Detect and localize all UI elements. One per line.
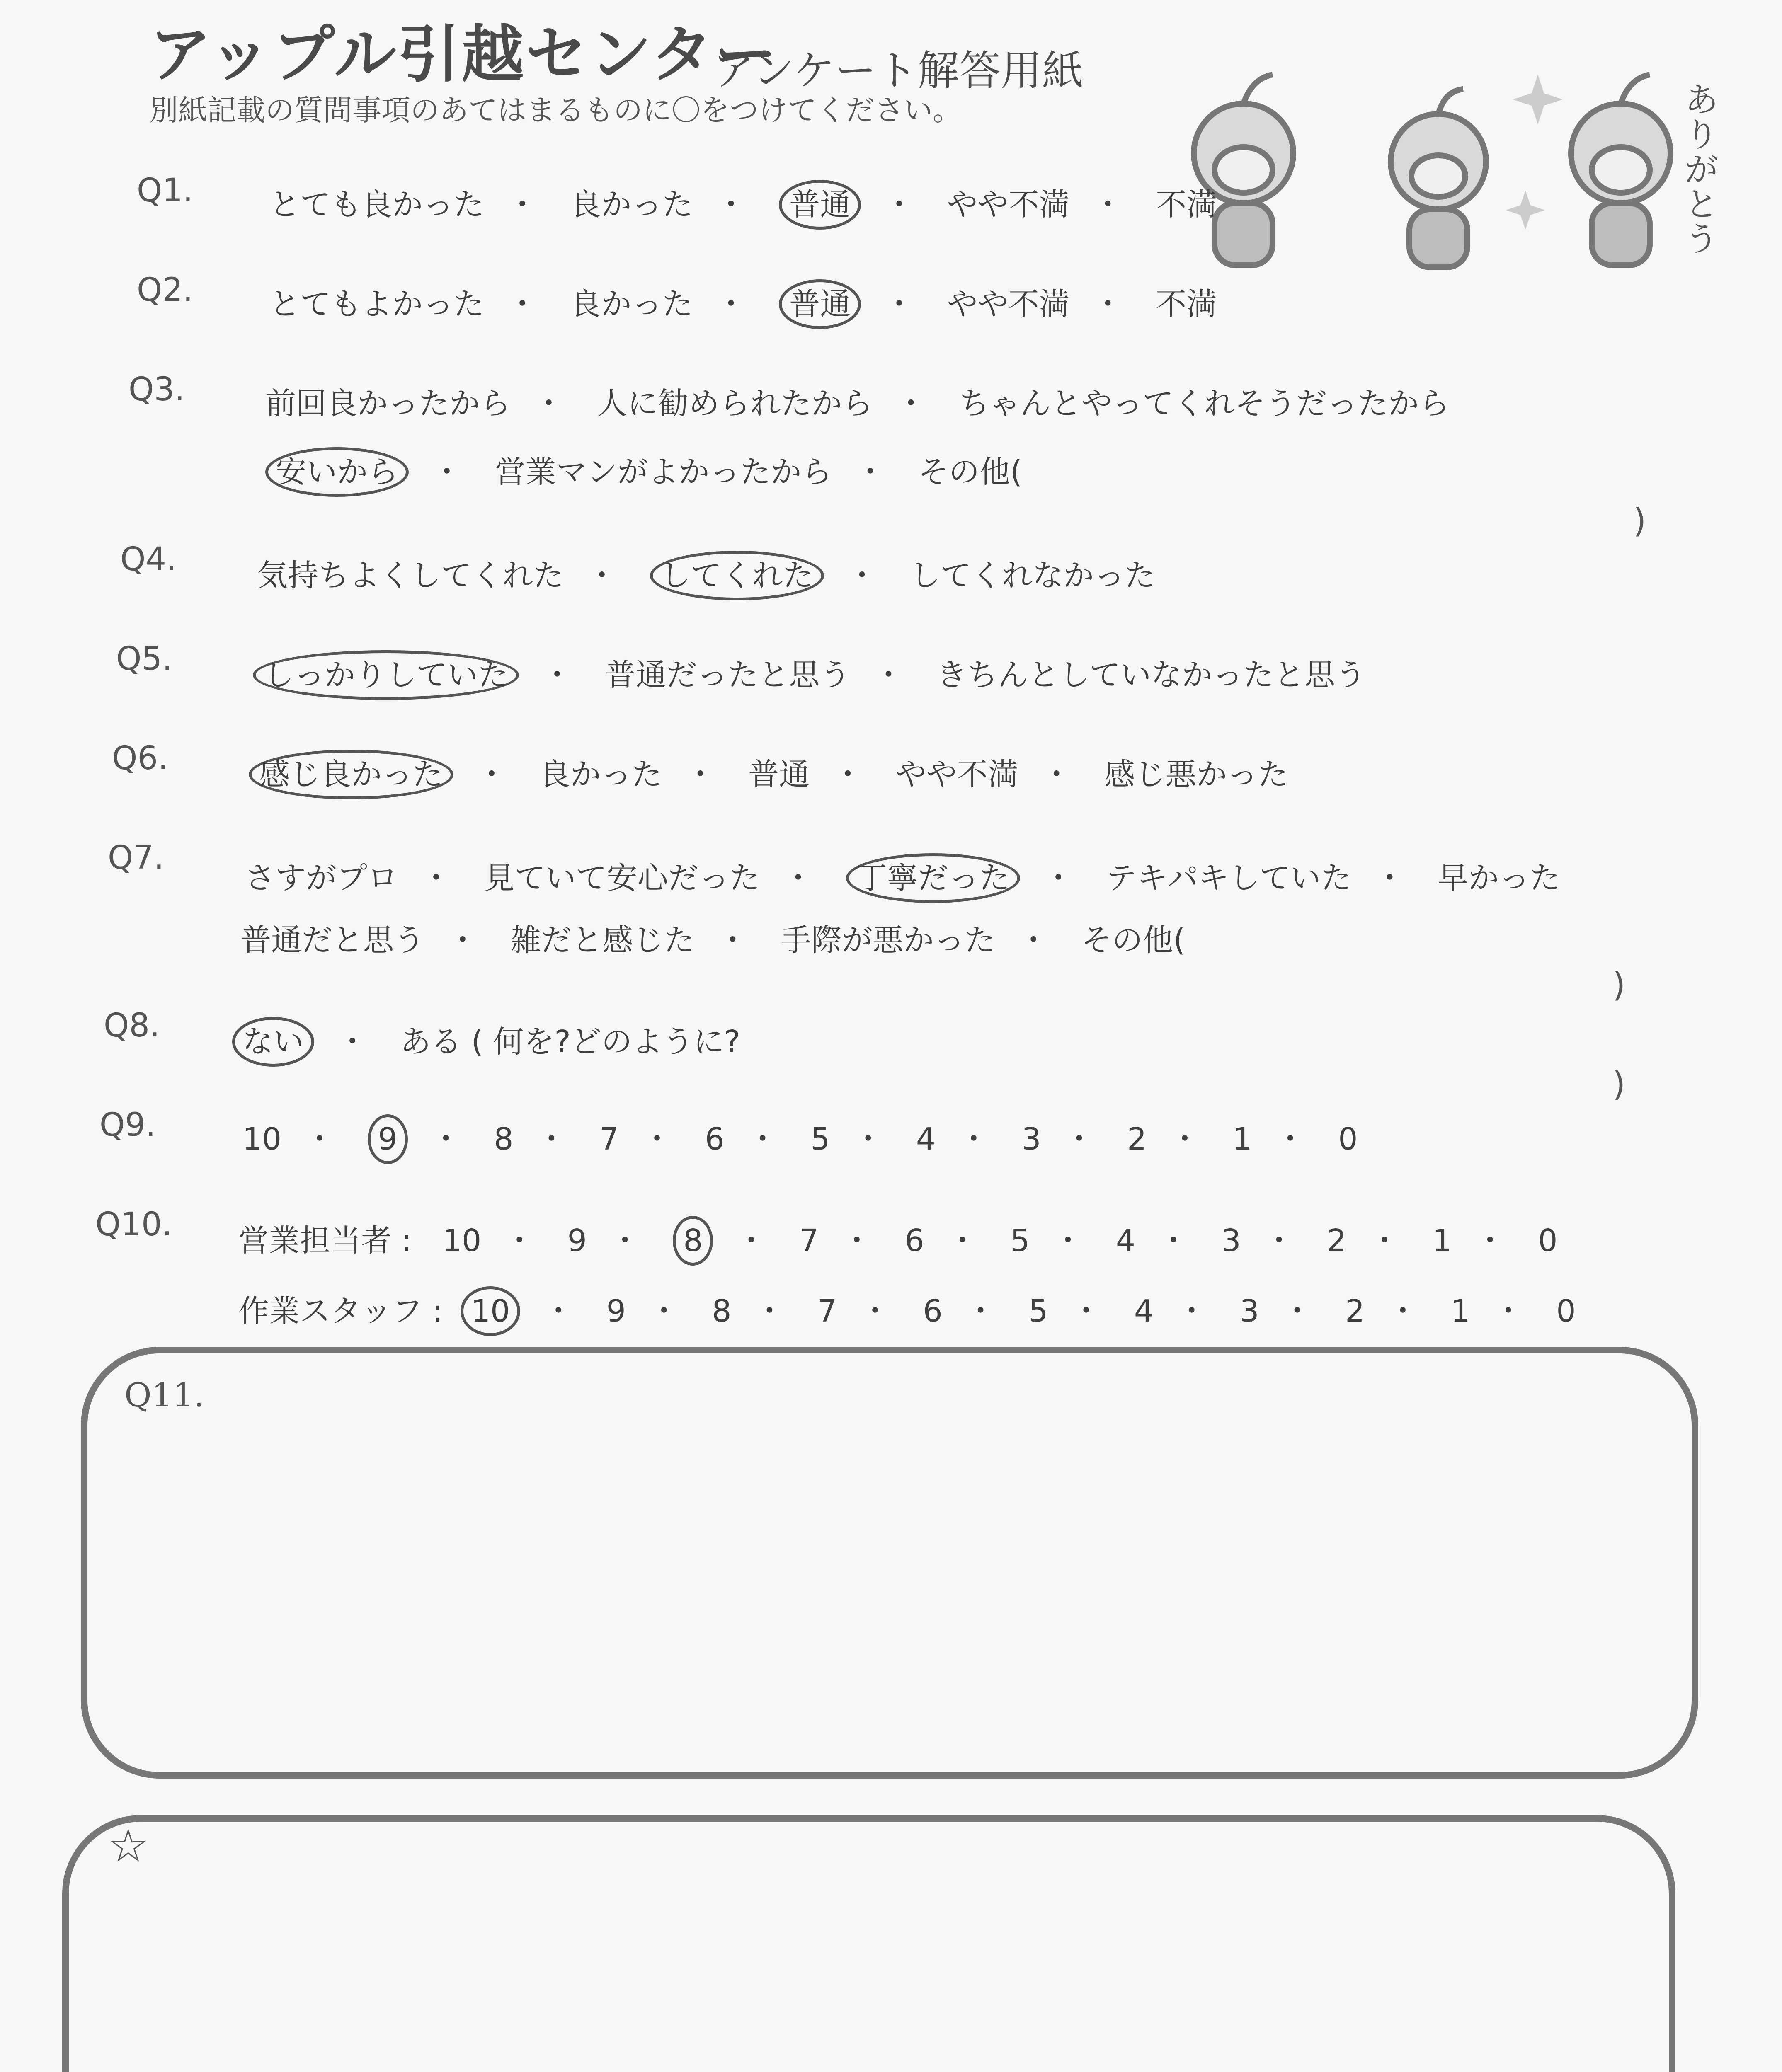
q9-scale: 10 ・ 9 ・ 8 ・ 7 ・ 6 ・ 5 ・ 4 ・ 3 ・ 2 ・ 1 ・ 0 [242,1115,1358,1159]
form-instruction: 別紙記載の質問事項のあてはまるものに〇をつけてください。 [149,93,962,127]
q10-label: Q10. [95,1206,172,1243]
q10-staff-score[interactable]: 3 [1239,1293,1259,1329]
q1-option[interactable]: とても良かった [269,187,484,223]
q6-option[interactable]: 普通 [748,757,810,792]
q3-option[interactable]: 前回良かったから [265,386,511,421]
q1-option[interactable]: 良かった [570,187,693,223]
q10-sales-score[interactable]: 9 [567,1223,587,1259]
q2-option[interactable]: 不満 [1156,286,1217,322]
q4-option-selected[interactable]: してくれた [650,551,824,600]
q8-option[interactable]: ある ( 何を?どのように? [400,1024,740,1060]
q10-staff-score-selected[interactable]: 10 [461,1286,520,1336]
q3-option-selected[interactable]: 安いから [265,447,409,497]
q7-option-selected[interactable]: 丁寧だった [846,853,1020,903]
q10-staff-score[interactable]: 0 [1556,1293,1576,1329]
q9-score[interactable]: 6 [705,1121,725,1157]
q7-close-paren: ) [1612,966,1626,1004]
q3-option[interactable]: ちゃんとやってくれそうだったから [959,386,1450,421]
q7-option[interactable]: さすがプロ [245,860,398,896]
q5-option[interactable]: きちんとしていなかったと思う [936,657,1366,693]
q7-options-line2: 普通だと思う ・ 雑だと感じた ・ 手際が悪かった ・ その他( [240,922,1186,958]
star-icon: ☆ [108,1819,149,1872]
q10-staff-score[interactable]: 7 [817,1293,837,1329]
q7-option[interactable]: 手際が悪かった [781,922,996,958]
q10-sales-score[interactable]: 5 [1010,1223,1030,1259]
q10-staff-score[interactable]: 6 [923,1293,943,1329]
q6-label: Q6. [112,740,168,777]
q3-close-paren: ) [1633,501,1646,540]
q9-score[interactable]: 4 [916,1121,936,1157]
q3-option[interactable]: その他( [918,454,1022,490]
q9-score-selected[interactable]: 9 [368,1114,408,1164]
q9-score[interactable]: 10 [242,1121,282,1157]
q10-staff-label: 作業スタッフ : [238,1293,443,1329]
q10-sales-scale: 営業担当者 : 10 ・ 9 ・ 8 ・ 7 ・ 6 ・ 5 ・ 4 ・ 3 ・ 2 ・ 1 ・ 0 [238,1216,1557,1260]
q10-sales-score[interactable]: 0 [1538,1223,1558,1259]
q2-option[interactable]: やや不満 [947,286,1070,322]
q4-options: 気持ちよくしてくれた ・ してくれた ・ してくれなかった [257,551,1155,595]
q9-score[interactable]: 8 [494,1121,514,1157]
star-comment-box[interactable] [62,1815,1675,2072]
q2-option[interactable]: 良かった [570,286,693,322]
q10-staff-score[interactable]: 1 [1450,1293,1470,1329]
q7-option[interactable]: 普通だと思う [240,922,424,958]
q10-staff-score[interactable]: 4 [1134,1293,1154,1329]
q10-staff-score[interactable]: 2 [1345,1293,1365,1329]
q10-sales-score-selected[interactable]: 8 [673,1216,713,1266]
q5-options: しっかりしていた ・ 普通だったと思う ・ きちんとしていなかったと思う [253,651,1366,695]
q8-label: Q8. [104,1007,160,1044]
monkey-mascot-icon [1152,50,1749,282]
q10-sales-score[interactable]: 4 [1115,1223,1135,1259]
q9-score[interactable]: 1 [1232,1121,1252,1157]
q1-option[interactable]: やや不満 [947,187,1070,223]
q9-score[interactable]: 3 [1021,1121,1041,1157]
q3-label: Q3. [128,371,185,408]
q10-sales-score[interactable]: 6 [904,1223,924,1259]
q9-score[interactable]: 7 [599,1121,619,1157]
q4-option[interactable]: 気持ちよくしてくれた [257,558,564,593]
q1-label: Q1. [137,172,193,209]
q2-option-selected[interactable]: 普通 [779,279,861,329]
q7-option[interactable]: 見ていて安心だった [484,860,760,896]
q6-options: 感じ良かった ・ 良かった ・ 普通 ・ やや不満 ・ 感じ悪かった [249,750,1288,794]
q8-options: ない ・ ある ( 何を?どのように? [232,1017,740,1061]
q11-label: Q11. [124,1376,204,1414]
q10-staff-scale: 作業スタッフ : 10 ・ 9 ・ 8 ・ 7 ・ 6 ・ 5 ・ 4 ・ 3 ・ 2 ・ 1 ・ 0 [238,1287,1576,1331]
q7-options-line1: さすがプロ ・ 見ていて安心だった ・ 丁寧だった ・ テキパキしていた ・ 早かった [245,854,1560,898]
q10-sales-score[interactable]: 7 [799,1223,819,1259]
q7-option[interactable]: その他( [1081,922,1186,958]
q8-close-paren: ) [1612,1065,1626,1104]
q2-label: Q2. [137,271,193,309]
q10-staff-score[interactable]: 9 [606,1293,626,1329]
q10-sales-score[interactable]: 1 [1432,1223,1452,1259]
q10-staff-score[interactable]: 5 [1028,1293,1048,1329]
q5-option-selected[interactable]: しっかりしていた [253,650,519,700]
q2-option[interactable]: とてもよかった [269,286,484,322]
q7-option[interactable]: 早かった [1438,860,1561,896]
q9-score[interactable]: 0 [1338,1121,1358,1157]
q9-score[interactable]: 5 [810,1121,830,1157]
q3-options-line2: 安いから ・ 営業マンがよかったから ・ その他( [265,448,1022,491]
q1-options: とても良かった ・ 良かった ・ 普通 ・ やや不満 ・ 不満 [269,180,1217,224]
q10-sales-score[interactable]: 2 [1327,1223,1347,1259]
q6-option[interactable]: 感じ悪かった [1104,757,1289,792]
q3-options-line1: 前回良かったから ・ 人に勧められたから ・ ちゃんとやってくれそうだったから [265,386,1450,421]
q7-option[interactable]: テキパキしていた [1106,860,1352,896]
q10-sales-score[interactable]: 3 [1221,1223,1241,1259]
q4-option[interactable]: してくれなかった [910,558,1156,593]
q7-label: Q7. [108,839,164,876]
q6-option[interactable]: やや不満 [895,757,1018,792]
thanks-text: ありがとう [1685,81,1718,259]
company-title: アップル引越センター [149,19,778,91]
q9-label: Q9. [99,1106,156,1144]
q8-option-selected[interactable]: ない [232,1017,314,1067]
q7-option[interactable]: 雑だと感じた [510,922,695,958]
q2-options: とてもよかった ・ 良かった ・ 普通 ・ やや不満 ・ 不満 [269,280,1217,324]
q5-option[interactable]: 普通だったと思う [605,657,851,693]
q10-sales-label: 営業担当者 : [238,1223,412,1259]
q1-option[interactable]: 不満 [1156,187,1217,223]
q5-label: Q5. [116,640,172,678]
q10-staff-score[interactable]: 8 [712,1293,732,1329]
q6-option[interactable]: 良かった [539,757,662,792]
q3-option[interactable]: 営業マンがよかったから [495,454,832,490]
form-subtitle: アンケート解答用紙 [713,46,1084,95]
q6-option-selected[interactable]: 感じ良かった [249,750,453,799]
q10-sales-score[interactable]: 10 [442,1223,482,1259]
q3-option[interactable]: 人に勧められたから [596,386,873,421]
q4-label: Q4. [120,541,177,578]
q1-option-selected[interactable]: 普通 [779,180,861,230]
q11-comment-box[interactable] [81,1347,1698,1779]
q9-score[interactable]: 2 [1127,1121,1147,1157]
